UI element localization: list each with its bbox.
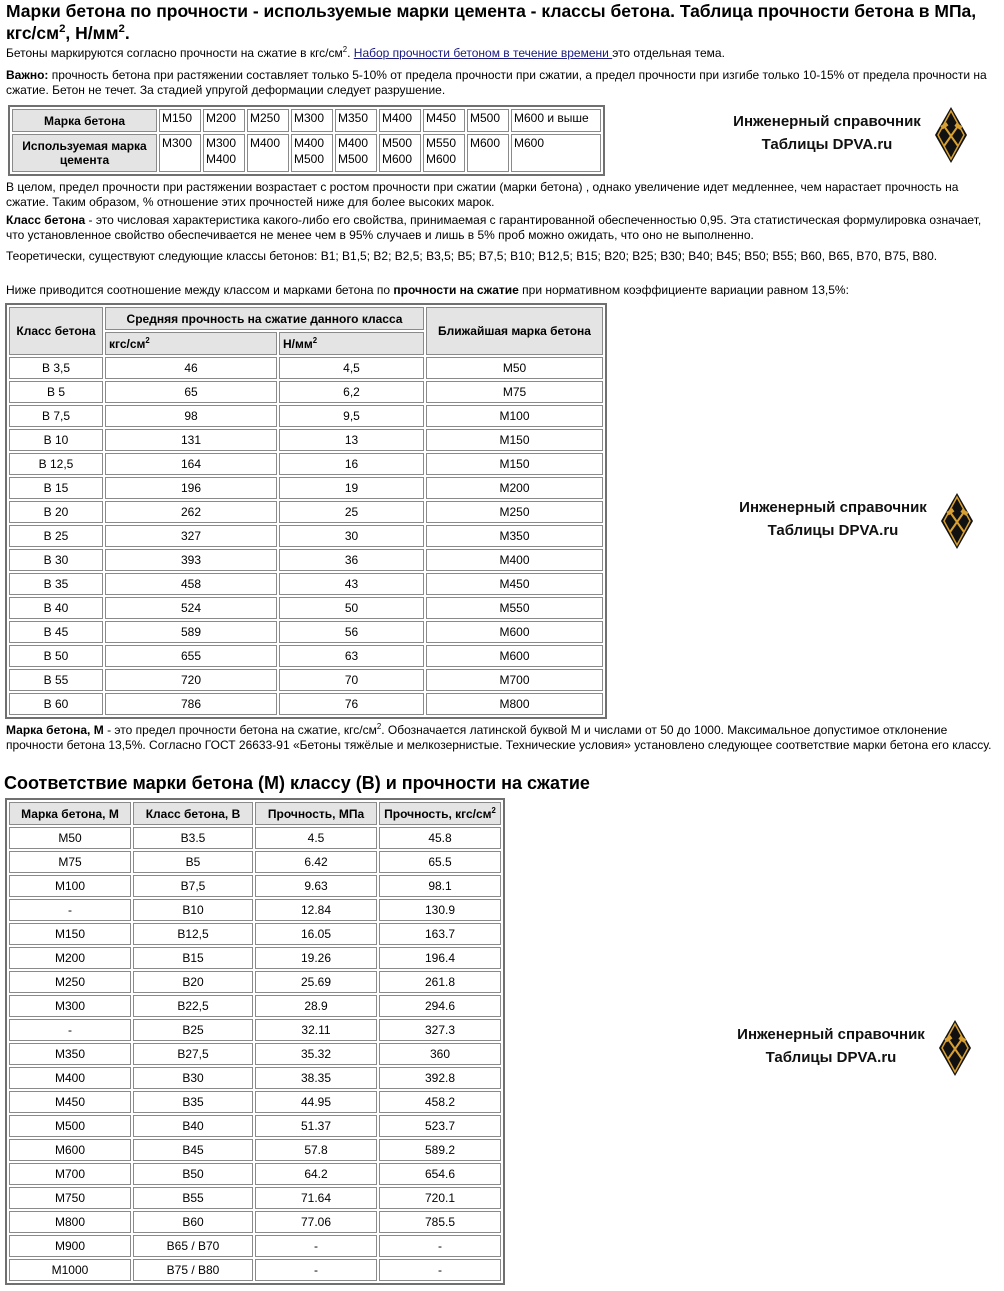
grade-cell: М350 bbox=[9, 1043, 131, 1065]
nearest-grade-cell: М75 bbox=[426, 381, 603, 403]
mpa-cell: 57.8 bbox=[255, 1139, 377, 1161]
class-cell: В 40 bbox=[9, 597, 103, 619]
mpa-cell: 77.06 bbox=[255, 1211, 377, 1233]
nearest-grade-cell: М700 bbox=[426, 669, 603, 691]
grade-cell: М75 bbox=[9, 851, 131, 873]
kgf-cell: 589 bbox=[105, 621, 277, 643]
grade-cell: - bbox=[9, 1019, 131, 1041]
mpa-cell: 25.69 bbox=[255, 971, 377, 993]
mpa-cell: 6.42 bbox=[255, 851, 377, 873]
section-title: Соответствие марки бетона (М) классу (В) и прочности на сжатие bbox=[4, 773, 590, 793]
concrete-grade-cell: M400 bbox=[379, 109, 421, 132]
kgf-cell: 65.5 bbox=[379, 851, 501, 873]
nmm-cell: 76 bbox=[279, 693, 424, 715]
nmm-cell: 70 bbox=[279, 669, 424, 691]
cement-grade-cell bbox=[335, 134, 377, 172]
cement-grade-label: Используемая марка цемента bbox=[12, 134, 157, 172]
table-row bbox=[9, 381, 603, 403]
table-row bbox=[9, 1187, 501, 1209]
table-row bbox=[9, 1211, 501, 1233]
concrete-grade-cell: M450 bbox=[423, 109, 465, 132]
class-strength-table bbox=[5, 303, 607, 719]
table-row bbox=[9, 1163, 501, 1185]
dpva-logo bbox=[726, 1019, 986, 1079]
strength-gain-link[interactable]: Набор прочности бетоном в течение времени bbox=[353, 46, 613, 60]
grade-class-table bbox=[5, 798, 505, 1285]
table-row bbox=[9, 429, 603, 451]
cement-grade-cell bbox=[247, 134, 289, 172]
class-cell: В30 bbox=[133, 1067, 253, 1089]
nearest-grade-cell: М250 bbox=[426, 501, 603, 523]
nearest-grade-cell: М100 bbox=[426, 405, 603, 427]
nearest-grade-cell: М450 bbox=[426, 573, 603, 595]
mpa-cell: - bbox=[255, 1235, 377, 1257]
cement-grade-value: M500 bbox=[382, 136, 413, 150]
class-cell: В55 bbox=[133, 1187, 253, 1209]
nearest-grade-cell: М400 bbox=[426, 549, 603, 571]
kgf-cell: 720 bbox=[105, 669, 277, 691]
cement-grade-value: M600 bbox=[514, 136, 545, 150]
nearest-grade-cell: М600 bbox=[426, 645, 603, 667]
grade-cell: М100 bbox=[9, 875, 131, 897]
class-cell: В 45 bbox=[9, 621, 103, 643]
mpa-cell: 4.5 bbox=[255, 827, 377, 849]
cement-grade-cell bbox=[291, 134, 333, 172]
grade-cell: М1000 bbox=[9, 1259, 131, 1281]
nearest-grade-cell: М550 bbox=[426, 597, 603, 619]
table-row bbox=[9, 477, 603, 499]
nearest-grade-cell: М50 bbox=[426, 357, 603, 379]
class-cell: В3.5 bbox=[133, 827, 253, 849]
table-row bbox=[9, 1067, 501, 1089]
grade-cell: М450 bbox=[9, 1091, 131, 1113]
col-mpa-header: Прочность, МПа bbox=[255, 802, 377, 825]
nmm-cell: 50 bbox=[279, 597, 424, 619]
kgf-cell: 458.2 bbox=[379, 1091, 501, 1113]
grade-cell: М750 bbox=[9, 1187, 131, 1209]
cement-grade-value: M550 bbox=[426, 136, 457, 150]
cement-grade-value: M400 bbox=[294, 136, 325, 150]
class-cell: В5 bbox=[133, 851, 253, 873]
table-row bbox=[9, 525, 603, 547]
kgf-cell: 65 bbox=[105, 381, 277, 403]
grade-cell: М150 bbox=[9, 923, 131, 945]
cement-grade-value: M600 bbox=[470, 136, 501, 150]
nearest-grade-cell: М150 bbox=[426, 429, 603, 451]
table-row bbox=[9, 1259, 501, 1281]
nmm-cell: 25 bbox=[279, 501, 424, 523]
class-cell: В20 bbox=[133, 971, 253, 993]
grade-cell: М900 bbox=[9, 1235, 131, 1257]
concrete-grade-cell: M250 bbox=[247, 109, 289, 132]
grade-cell: М250 bbox=[9, 971, 131, 993]
table-row bbox=[9, 1235, 501, 1257]
class-cell: В22,5 bbox=[133, 995, 253, 1017]
kgf-cell: 164 bbox=[105, 453, 277, 475]
kgf-cell: 327 bbox=[105, 525, 277, 547]
cement-grade-value: M600 bbox=[382, 152, 413, 166]
hammer-pick-logo-icon bbox=[938, 1019, 972, 1077]
nmm-cell: 36 bbox=[279, 549, 424, 571]
table-row bbox=[9, 899, 501, 921]
table-row bbox=[9, 669, 603, 691]
class-cell: В45 bbox=[133, 1139, 253, 1161]
class-cell: В 50 bbox=[9, 645, 103, 667]
class-cell: В 55 bbox=[9, 669, 103, 691]
dpva-logo bbox=[728, 492, 988, 552]
table-row bbox=[9, 453, 603, 475]
class-cell: В27,5 bbox=[133, 1043, 253, 1065]
cement-grade-value: M300 bbox=[162, 136, 193, 150]
kgf-cell: 196.4 bbox=[379, 947, 501, 969]
concrete-grade-cell: M300 bbox=[291, 109, 333, 132]
kgf-cell: 45.8 bbox=[379, 827, 501, 849]
cement-grade-cell bbox=[379, 134, 421, 172]
concrete-grade-cell: M150 bbox=[159, 109, 201, 132]
grade-cell: М700 bbox=[9, 1163, 131, 1185]
class-cell: В10 bbox=[133, 899, 253, 921]
kgf-cell: 458 bbox=[105, 573, 277, 595]
mpa-cell: - bbox=[255, 1259, 377, 1281]
col-kgf-header: кгс/$см^2$ bbox=[105, 332, 277, 355]
nmm-cell: 19 bbox=[279, 477, 424, 499]
logo-line1: Инженерный справочник bbox=[737, 1026, 925, 1043]
cement-grade-value: M400 bbox=[338, 136, 369, 150]
page-title: Марки бетона по прочности - используемые марки цемента - классы бетона. Таблица прочности бетона в МПа, кгс/$см^2$, $Н/мм^2$. bbox=[6, 1, 977, 43]
class-cell: В 25 bbox=[9, 525, 103, 547]
class-cell: В35 bbox=[133, 1091, 253, 1113]
mpa-cell: 44.95 bbox=[255, 1091, 377, 1113]
cement-grade-cell bbox=[159, 134, 201, 172]
col-grade-header: Марка бетона, М bbox=[9, 802, 131, 825]
class-cell: В 35 bbox=[9, 573, 103, 595]
table-row bbox=[9, 1091, 501, 1113]
nmm-cell: 63 bbox=[279, 645, 424, 667]
class-cell: В 30 bbox=[9, 549, 103, 571]
grade-definition: Марка бетона, М - это предел прочности бетона на сжатие, кгс/$см^2$. Обозначается латинской буквой М и числами от 50 до 1000. Максимальное допустимое отклонение прочности бетона 13,5%. Согласно ГОСТ 26633-91 «Бетоны тяжёлые и мелкозернистые. Технические условия» установлено следующее соответствие марки бетона его классу. bbox=[6, 722, 992, 753]
nmm-cell: 30 bbox=[279, 525, 424, 547]
kgf-cell: 524 bbox=[105, 597, 277, 619]
concrete-grade-cell: M500 bbox=[467, 109, 509, 132]
grade-cell: М600 bbox=[9, 1139, 131, 1161]
nearest-grade-cell: М200 bbox=[426, 477, 603, 499]
col-nearest-grade-header: Ближайшая марка бетона bbox=[426, 307, 603, 355]
table-row bbox=[9, 995, 501, 1017]
important-paragraph: Важно: прочность бетона при растяжении составляет только 5-10% от предела прочности при сжатии, а предел прочности при изгибе только 10-15% от предела прочности на сжатие. Бетон не течет. За стадией упругой деформации следует разрушение. bbox=[6, 68, 987, 98]
nmm-cell: 13 bbox=[279, 429, 424, 451]
kgf-cell: 393 bbox=[105, 549, 277, 571]
kgf-cell: 196 bbox=[105, 477, 277, 499]
class-cell: В 10 bbox=[9, 429, 103, 451]
table-row bbox=[9, 875, 501, 897]
intro-paragraph: Бетоны маркируются согласно прочности на сжатие в кгс/$см^2$. Набор прочности бетоном в течение времени это отдельная тема. bbox=[6, 45, 725, 60]
class-cell: В 20 bbox=[9, 501, 103, 523]
table-row bbox=[9, 851, 501, 873]
kgf-cell: 163.7 bbox=[379, 923, 501, 945]
table-row bbox=[9, 947, 501, 969]
nmm-cell: 4,5 bbox=[279, 357, 424, 379]
concrete-grade-cell: M350 bbox=[335, 109, 377, 132]
class-cell: В7,5 bbox=[133, 875, 253, 897]
class-cell: В 5 bbox=[9, 381, 103, 403]
cement-grade-value: M400 bbox=[206, 152, 237, 166]
class-cell: В 12,5 bbox=[9, 453, 103, 475]
cement-grade-value: M600 bbox=[426, 152, 457, 166]
logo-line2: Таблицы DPVA.ru bbox=[767, 522, 899, 539]
kgf-cell: - bbox=[379, 1259, 501, 1281]
mpa-cell: 38.35 bbox=[255, 1067, 377, 1089]
nearest-grade-cell: М350 bbox=[426, 525, 603, 547]
mpa-cell: 51.37 bbox=[255, 1115, 377, 1137]
table-row bbox=[9, 923, 501, 945]
kgf-cell: 46 bbox=[105, 357, 277, 379]
class-cell: В 3,5 bbox=[9, 357, 103, 379]
nmm-cell: 56 bbox=[279, 621, 424, 643]
table-row bbox=[9, 597, 603, 619]
tension-paragraph: В целом, предел прочности при растяжении возрастает с ростом прочности при сжатии (марки бетона) , однако увеличение идет медленнее, чем нарастает прочность на сжатие. Таким образом, % отношение этих прочностей ниже для более высоких марок. bbox=[6, 180, 959, 210]
class-definition: Класс бетона - это числовая характеристика какого-либо его свойства, принимаемая с гарантированной обеспеченностью 0,95. Эта статистическая формулировка означает, что установленное свойство обеспечивается не менее чем в 95% случаев и лишь в 5% проб можно ожидать, что оно не выполненно. bbox=[6, 213, 982, 243]
mpa-cell: 19.26 bbox=[255, 947, 377, 969]
class-cell: В40 bbox=[133, 1115, 253, 1137]
class-cell: В60 bbox=[133, 1211, 253, 1233]
table-row bbox=[9, 827, 501, 849]
table-row bbox=[9, 1043, 501, 1065]
cement-grade-cell bbox=[203, 134, 245, 172]
class-cell: В15 bbox=[133, 947, 253, 969]
cement-grade-value: M500 bbox=[338, 152, 369, 166]
table-row bbox=[9, 405, 603, 427]
kgf-cell: 654.6 bbox=[379, 1163, 501, 1185]
logo-line2: Таблицы DPVA.ru bbox=[761, 136, 893, 153]
nearest-grade-cell: М600 bbox=[426, 621, 603, 643]
nmm-cell: 43 bbox=[279, 573, 424, 595]
cement-grade-row bbox=[12, 134, 601, 172]
table-row bbox=[9, 1019, 501, 1041]
grade-cell: М400 bbox=[9, 1067, 131, 1089]
kgf-cell: 131 bbox=[105, 429, 277, 451]
class-cell: В50 bbox=[133, 1163, 253, 1185]
grade-cell: - bbox=[9, 899, 131, 921]
kgf-cell: 785.5 bbox=[379, 1211, 501, 1233]
kgf-cell: 786 bbox=[105, 693, 277, 715]
mpa-cell: 64.2 bbox=[255, 1163, 377, 1185]
kgf-cell: 98.1 bbox=[379, 875, 501, 897]
kgf-cell: 130.9 bbox=[379, 899, 501, 921]
table-row bbox=[9, 573, 603, 595]
table-row bbox=[9, 645, 603, 667]
mpa-cell: 71.64 bbox=[255, 1187, 377, 1209]
col-class-header: Класс бетона bbox=[9, 307, 103, 355]
nmm-cell: 6,2 bbox=[279, 381, 424, 403]
kgf-cell: 261.8 bbox=[379, 971, 501, 993]
cement-grade-value: M500 bbox=[294, 152, 325, 166]
cement-grade-cell bbox=[511, 134, 601, 172]
table-row bbox=[9, 549, 603, 571]
kgf-cell: 294.6 bbox=[379, 995, 501, 1017]
logo-line1: Инженерный справочник bbox=[733, 113, 921, 130]
class-cell: В65 / В70 bbox=[133, 1235, 253, 1257]
col-class-header: Класс бетона, В bbox=[133, 802, 253, 825]
col-nmm-header: $Н/мм^2$ bbox=[279, 332, 424, 355]
kgf-cell: - bbox=[379, 1235, 501, 1257]
kgf-cell: 392.8 bbox=[379, 1067, 501, 1089]
kgf-cell: 589.2 bbox=[379, 1139, 501, 1161]
kgf-cell: 360 bbox=[379, 1043, 501, 1065]
class-cell: В25 bbox=[133, 1019, 253, 1041]
grade-cell: М300 bbox=[9, 995, 131, 1017]
nearest-grade-cell: М150 bbox=[426, 453, 603, 475]
class-cell: В 60 bbox=[9, 693, 103, 715]
dpva-logo bbox=[722, 106, 982, 166]
table-row bbox=[9, 501, 603, 523]
mpa-cell: 28.9 bbox=[255, 995, 377, 1017]
cement-grade-table bbox=[8, 105, 605, 176]
concrete-grade-label: Марка бетона bbox=[12, 109, 157, 132]
table-row bbox=[9, 971, 501, 993]
grade-cell: М200 bbox=[9, 947, 131, 969]
table-row bbox=[9, 357, 603, 379]
concrete-grade-row bbox=[12, 109, 601, 132]
kgf-cell: 262 bbox=[105, 501, 277, 523]
kgf-cell: 655 bbox=[105, 645, 277, 667]
mpa-cell: 9.63 bbox=[255, 875, 377, 897]
mpa-cell: 16.05 bbox=[255, 923, 377, 945]
table-row bbox=[9, 1115, 501, 1137]
mpa-cell: 35.32 bbox=[255, 1043, 377, 1065]
concrete-grade-cell: M600 и выше bbox=[511, 109, 601, 132]
table-row bbox=[9, 693, 603, 715]
kgf-cell: 327.3 bbox=[379, 1019, 501, 1041]
class-cell: В 7,5 bbox=[9, 405, 103, 427]
table-row bbox=[9, 1139, 501, 1161]
kgf-cell: 523.7 bbox=[379, 1115, 501, 1137]
nmm-cell: 16 bbox=[279, 453, 424, 475]
hammer-pick-logo-icon bbox=[940, 492, 974, 550]
cement-grade-cell bbox=[423, 134, 465, 172]
class-cell: В75 / В80 bbox=[133, 1259, 253, 1281]
kgf-cell: 720.1 bbox=[379, 1187, 501, 1209]
cement-grade-value: M400 bbox=[250, 136, 281, 150]
nmm-cell: 9,5 bbox=[279, 405, 424, 427]
nearest-grade-cell: М800 bbox=[426, 693, 603, 715]
grade-cell: М500 bbox=[9, 1115, 131, 1137]
classes-list: Теоретически, существуют следующие классы бетонов: В1; В1,5; В2; В2,5; В3,5; В5; В7,5; В10; В12,5; В15; В20; В25; В30; В40; В45; В50; В55; В60, В65, В70, В75, В80. bbox=[6, 249, 938, 263]
logo-line2: Таблицы DPVA.ru bbox=[765, 1049, 897, 1066]
hammer-pick-logo-icon bbox=[934, 106, 968, 164]
cement-grade-cell bbox=[467, 134, 509, 172]
col-avg-strength-header: Средняя прочность на сжатие данного класса bbox=[105, 307, 424, 330]
concrete-grade-cell: M200 bbox=[203, 109, 245, 132]
grade-cell: М800 bbox=[9, 1211, 131, 1233]
grade-cell: М50 bbox=[9, 827, 131, 849]
cement-grade-value: M300 bbox=[206, 136, 237, 150]
class-cell: В 15 bbox=[9, 477, 103, 499]
col-kgf-header: Прочность, кгс/$см^2$ bbox=[379, 802, 501, 825]
ratio-intro: Ниже приводится соотношение между классом и марками бетона по прочности на сжатие при нормативном коэффициенте вариации равном 13,5%: bbox=[6, 283, 849, 297]
logo-line1: Инженерный справочник bbox=[739, 499, 927, 516]
table-row bbox=[9, 621, 603, 643]
kgf-cell: 98 bbox=[105, 405, 277, 427]
mpa-cell: 12.84 bbox=[255, 899, 377, 921]
class-cell: В12,5 bbox=[133, 923, 253, 945]
mpa-cell: 32.11 bbox=[255, 1019, 377, 1041]
